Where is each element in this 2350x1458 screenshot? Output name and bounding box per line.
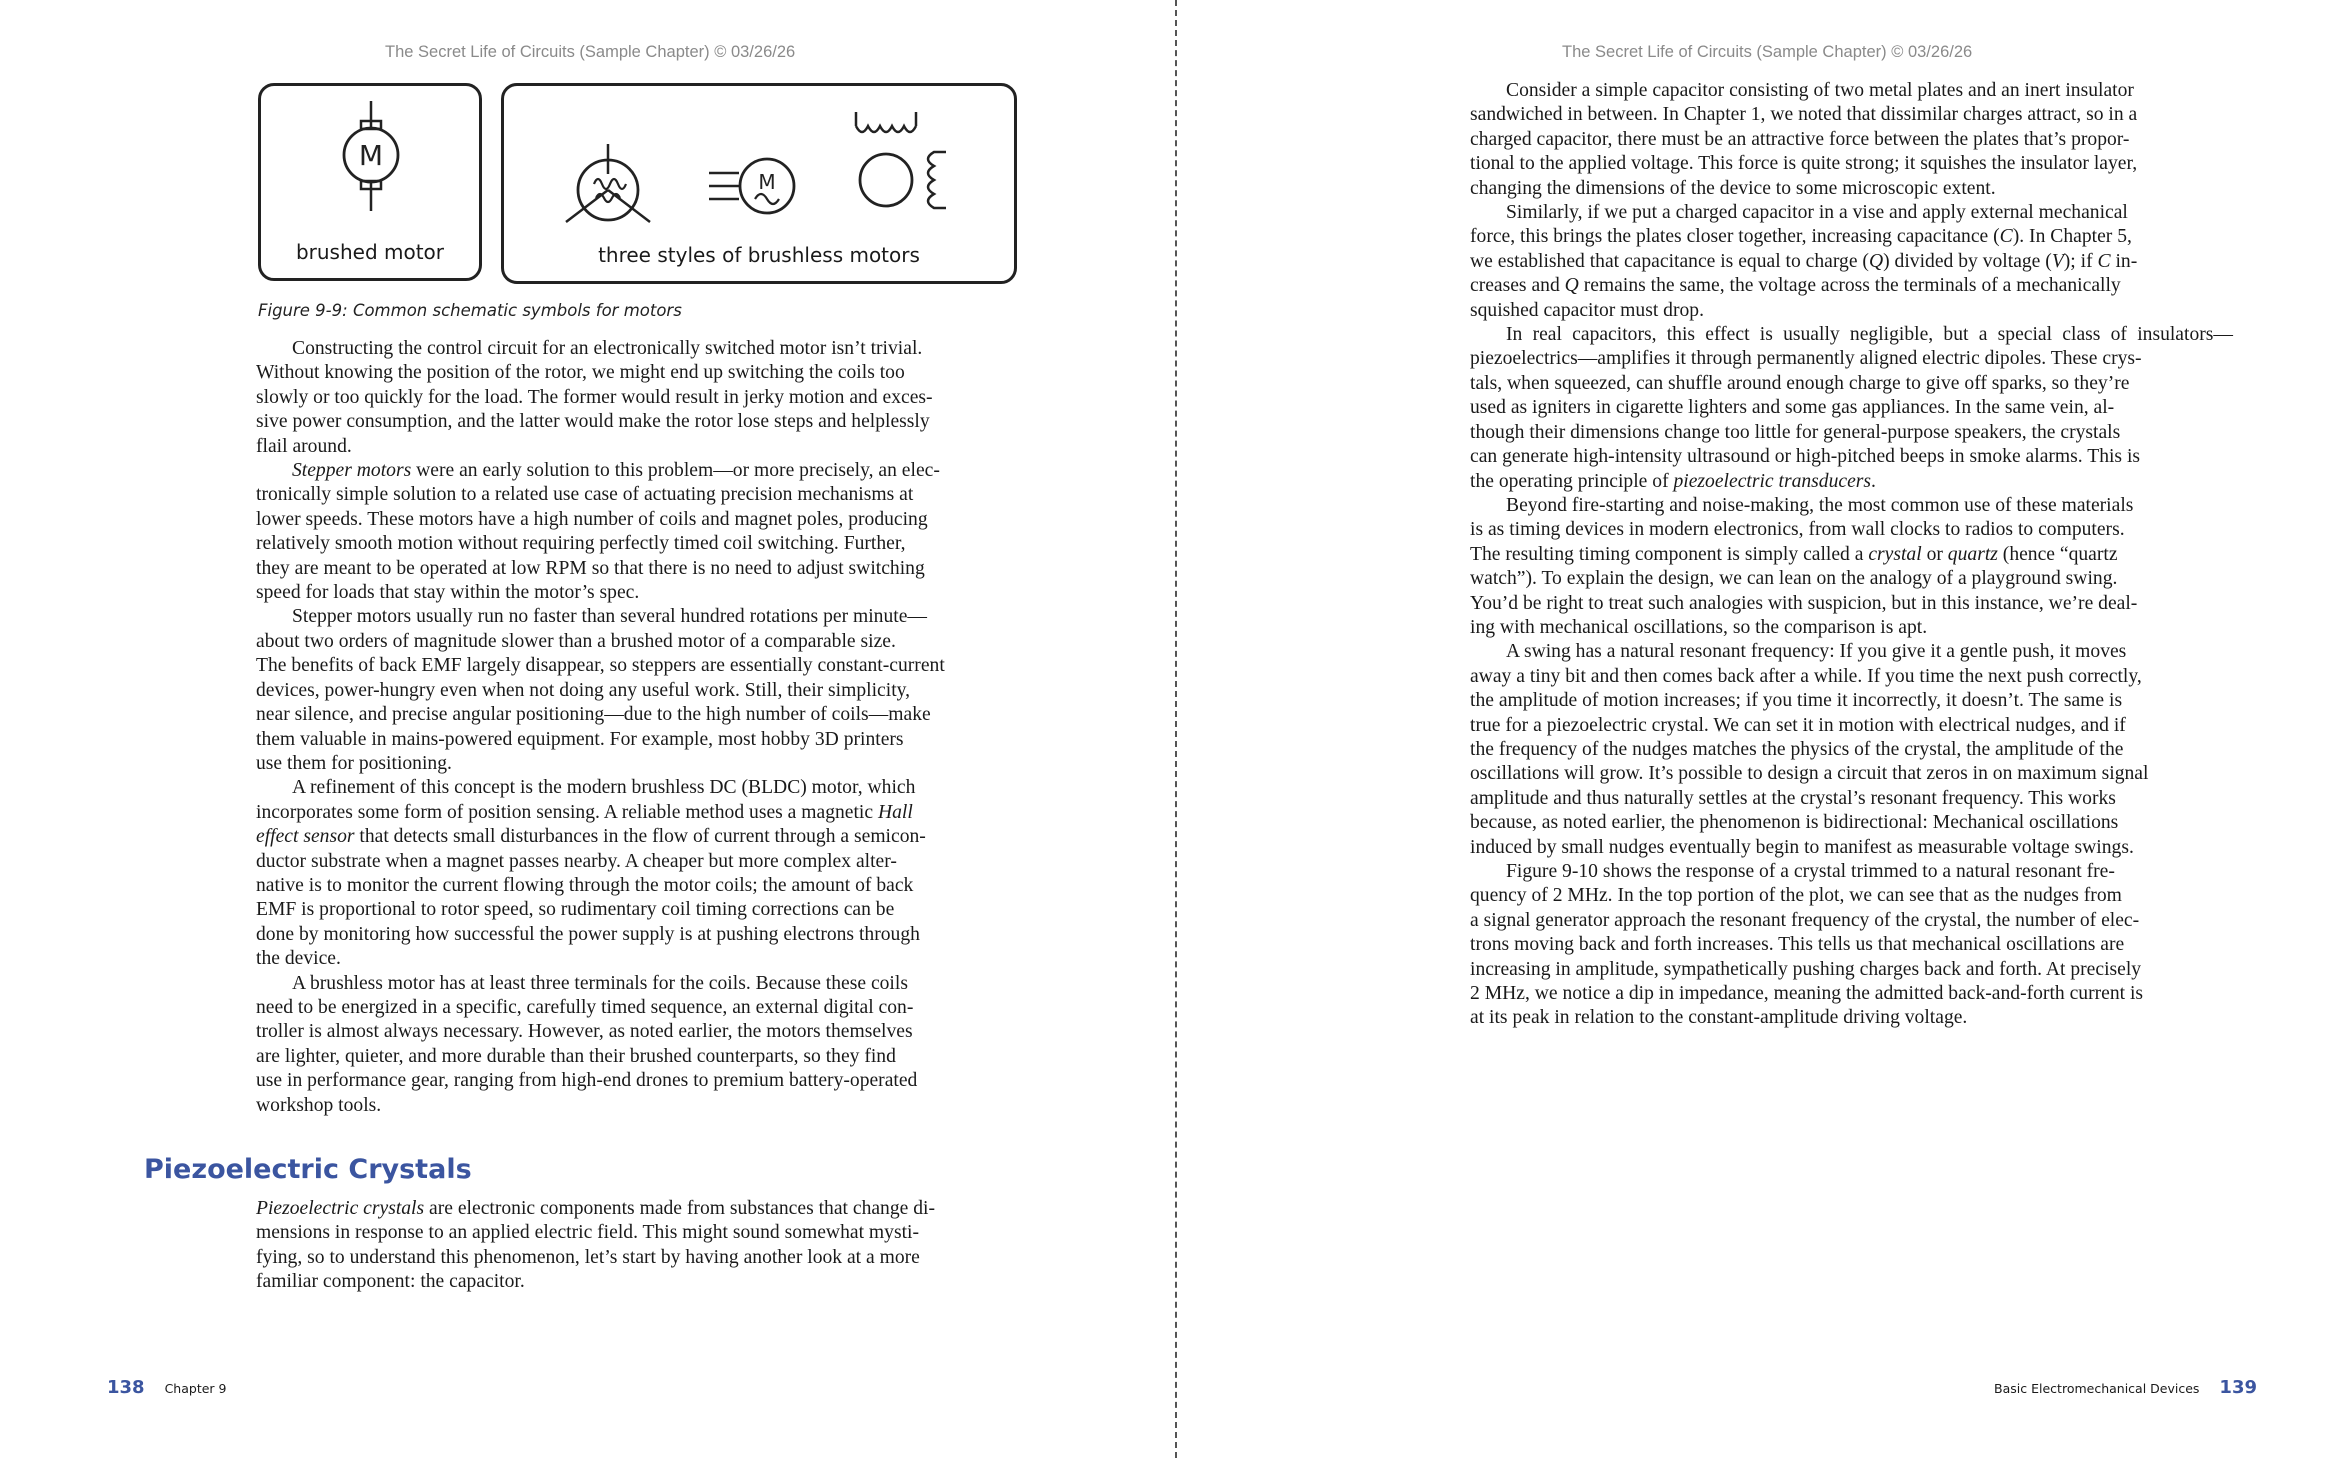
text-run: in- <box>2110 250 2138 272</box>
brushless-motor-sine-icon <box>709 151 799 221</box>
text-line: workshop tools. <box>256 1094 382 1116</box>
text-line: about two orders of magnitude slower than a brushed motor of a comparable size. <box>256 630 896 652</box>
italic-term: quartz <box>1947 543 1998 565</box>
text-line: the frequency of the nudges matches the physics of the crystal, the amplitude of the <box>1470 738 2124 760</box>
italic-term: piezoelectric transducers <box>1673 470 1872 492</box>
text-line: slowly or too quickly for the load. The former would result in jerky motion and exces- <box>256 386 933 408</box>
running-head: The Secret Life of Circuits (Sample Chapter) © 03/26/26 <box>385 43 796 61</box>
text-run: that detects small disturbances in the flow of current through a semicon- <box>354 826 926 848</box>
text-line: ing with mechanical oscillations, so the comparison is apt. <box>1470 616 1928 638</box>
text-line: used as igniters in cigarette lighters and some gas appliances. In the same vein, al- <box>1470 397 2115 419</box>
italic-term: Hall <box>877 801 913 823</box>
text-line: flail around. <box>256 435 352 457</box>
math-variable: C <box>2097 250 2111 272</box>
running-head: The Secret Life of Circuits (Sample Chapter) © 03/26/26 <box>1562 43 1973 61</box>
paragraph-1 <box>256 337 1030 459</box>
text-line: at its peak in relation to the constant-amplitude driving voltage. <box>1470 1007 1968 1029</box>
text-line <box>256 801 1030 825</box>
text-line: away a tiny bit and then comes back after a while. If you time the next push correctly, <box>1470 665 2142 687</box>
paragraph-3 <box>256 605 1030 776</box>
text-line: A brushless motor has at least three terminals for the coils. Because these coils <box>292 972 908 994</box>
text-line: the device. <box>256 948 341 970</box>
text-line: quency of 2 MHz. In the top portion of the plot, we can see that as the nudges from <box>1470 885 2122 907</box>
italic-term: effect sensor <box>256 826 355 848</box>
text-run: . <box>1871 470 1876 492</box>
text-run: remains the same, the voltage across the terminals of a mechanically <box>1578 275 2121 297</box>
paragraph-2 <box>256 459 1030 605</box>
section-paragraph <box>256 1197 1030 1295</box>
text-line: changing the dimensions of the device to some microscopic extent. <box>1470 177 1996 199</box>
text-line <box>1470 470 2233 494</box>
paragraph-5 <box>1470 640 2233 860</box>
text-line: induced by small nudges eventually begin to manifest as measurable voltage swings. <box>1470 836 2134 858</box>
text-line: Beyond fire-starting and noise-making, the most common use of these materials <box>1506 494 2134 516</box>
text-line: Without knowing the position of the rotor, we might end up switching the coils too <box>256 362 905 384</box>
paragraph-5 <box>256 972 1030 1118</box>
text-line: piezoelectrics—amplifies it through permanently aligned electric dipoles. These crys- <box>1470 348 2142 370</box>
paragraph-2 <box>1470 201 2233 323</box>
text-line: increasing in amplitude, sympathetically pushing charges back and forth. At precisely <box>1470 958 2142 980</box>
text-run: or <box>1921 543 1948 565</box>
text-line: a signal generator approach the resonant frequency of the crystal, the number of elec- <box>1470 909 2140 931</box>
text-run: ). In Chapter 5, <box>2012 226 2132 248</box>
text-run: The resulting timing component is simply called a <box>1470 543 1869 565</box>
text-run: incorporates some form of position sensing. A reliable method uses a magnetic <box>256 801 878 823</box>
paragraph-1 <box>1470 79 2233 201</box>
text-line: familiar component: the capacitor. <box>256 1271 525 1293</box>
text-line <box>1470 274 2233 298</box>
figure-caption: Figure 9-9: Common schematic symbols for motors <box>258 301 682 320</box>
section-heading: Piezoelectric Crystals <box>144 1154 472 1185</box>
text-line: is as timing devices in modern electronics, from wall clocks to radios to computers. <box>1470 519 2125 541</box>
text-line: Stepper motors usually run no faster than several hundred rotations per minute— <box>292 606 928 628</box>
text-line: Constructing the control circuit for an electronically switched motor isn’t trivial. <box>292 338 923 359</box>
text-line: Figure 9-10 shows the response of a crystal trimmed to a natural resonant fre- <box>1506 861 2115 882</box>
text-line: squished capacitor must drop. <box>1470 299 1704 321</box>
paragraph-4 <box>256 776 1030 971</box>
text-run: are electronic components made from substances that change di- <box>424 1198 936 1219</box>
brushed-motor-box <box>258 83 482 281</box>
text-line: native is to monitor the current flowing through the motor coils; the amount of back <box>256 874 914 896</box>
paragraph-3 <box>1470 323 2233 494</box>
left-body-text <box>256 337 1030 1118</box>
right-page <box>1177 0 2350 1458</box>
svg-text:M: M <box>758 170 776 194</box>
text-line: them valuable in mains-powered equipment. For example, most hobby 3D printers <box>256 728 904 750</box>
text-line <box>256 825 1030 849</box>
text-line: the amplitude of motion increases; if you time it incorrectly, it doesn’t. The same is <box>1470 690 2123 712</box>
text-line: done by monitoring how successful the power supply is at pushing electrons through <box>256 923 920 945</box>
text-line: You’d be right to treat such analogies with suspicion, but in this instance, we’re deal- <box>1470 592 2138 614</box>
text-line: can generate high-intensity ultrasound or high-pitched beeps in smoke alarms. This is <box>1470 446 2141 468</box>
text-line <box>256 459 1030 483</box>
text-line: they are meant to be operated at low RPM so that there is no need to adjust switching <box>256 557 925 579</box>
text-line: A refinement of this concept is the modern brushless DC (BLDC) motor, which <box>292 777 916 799</box>
paragraph-4 <box>1470 494 2233 640</box>
text-line: tals, when squeezed, can shuffle around enough charge to give off sparks, so they’re <box>1470 372 2130 394</box>
brushless-motors-box <box>501 83 1017 284</box>
text-line: amplitude and thus naturally settles at the crystal’s resonant frequency. This works <box>1470 787 2116 809</box>
text-line: ductor substrate when a magnet passes nearby. A cheaper but more complex alter- <box>256 850 897 872</box>
text-line: sandwiched in between. In Chapter 1, we noted that dissimilar charges attract, so in a <box>1470 104 2138 126</box>
text-line: A swing has a natural resonant frequency: If you give it a gentle push, it moves <box>1506 641 2127 663</box>
math-variable: V <box>2051 250 2064 272</box>
brushless-motors-label: three styles of brushless motors <box>598 243 920 267</box>
text-run: creases and <box>1470 275 1565 297</box>
text-line: charged capacitor, there must be an attractive force between the plates that’s propor- <box>1470 128 2130 150</box>
text-line: fying, so to understand this phenomenon, let’s start by having another look at a more <box>256 1246 920 1268</box>
chapter-title-label: Basic Electromechanical Devices <box>1994 1381 2200 1396</box>
brushed-motor-label: brushed motor <box>295 240 445 264</box>
section-body-text <box>256 1197 1030 1295</box>
text-line: In real capacitors, this effect is usually negligible, but a special class of insulators— <box>1506 324 2233 346</box>
text-line: true for a piezoelectric crystal. We can set it in motion with electrical nudges, and if <box>1470 714 2126 736</box>
text-line: oscillations will grow. It’s possible to design a circuit that zeros in on maximum signal <box>1470 763 2149 785</box>
page-footer <box>1994 1377 2257 1398</box>
text-line: lower speeds. These motors have a high number of coils and magnet poles, producing <box>256 508 928 530</box>
text-line: are lighter, quieter, and more durable than their brushed counterparts, so they find <box>256 1045 896 1067</box>
svg-text:M: M <box>358 139 384 172</box>
paragraph-6 <box>1470 860 2233 1031</box>
text-run: we established that capacitance is equal to charge ( <box>1470 250 1869 272</box>
text-line <box>1470 250 2233 274</box>
text-line: Similarly, if we put a charged capacitor in a vise and apply external mechanical <box>1506 202 2128 224</box>
text-line: speed for loads that stay within the motor’s spec. <box>256 582 640 604</box>
brushed-motor-symbol-icon <box>331 101 411 211</box>
text-line: EMF is proportional to rotor speed, so rudimentary coil timing corrections can be <box>256 899 895 921</box>
italic-term: Stepper motors <box>292 460 412 482</box>
text-line: near silence, and precise angular positioning—due to the high number of coils—make <box>256 704 931 726</box>
text-run: were an early solution to this problem—or more precisely, an elec- <box>411 460 940 482</box>
chapter-label: Chapter 9 <box>164 1381 227 1396</box>
text-line: mensions in response to an applied electric field. This might sound somewhat mysti- <box>256 1222 919 1244</box>
text-line: trons moving back and forth increases. This tells us that mechanical oscillations are <box>1470 934 2125 956</box>
math-variable: C <box>1999 226 2013 248</box>
italic-term: Piezoelectric crystals <box>256 1198 425 1219</box>
page-footer <box>107 1377 226 1398</box>
text-run: ); if <box>2063 250 2098 272</box>
text-line: use in performance gear, ranging from high-end drones to premium battery-operated <box>256 1070 918 1092</box>
italic-term: crystal <box>1868 543 1922 565</box>
text-line: watch”). To explain the design, we can lean on the analogy of a playground swing. <box>1470 568 2118 590</box>
text-line: devices, power-hungry even when not doing any useful work. Still, their simplicity, <box>256 679 911 701</box>
math-variable: Q <box>1564 275 1579 297</box>
brushless-motor-star-icon <box>558 144 658 234</box>
text-line <box>256 1197 1030 1221</box>
page-number: 139 <box>2219 1377 2257 1398</box>
text-line: troller is almost always necessary. However, as noted earlier, the motors themselves <box>256 1021 913 1043</box>
text-line: because, as noted earlier, the phenomenon is bidirectional: Mechanical oscillations <box>1470 812 2119 834</box>
text-line: relatively smooth motion without requiring perfectly timed coil switching. Further, <box>256 533 906 555</box>
text-run: ) divided by voltage ( <box>1883 250 2052 272</box>
text-run: (hence “quartz <box>1997 543 2118 565</box>
text-line: sive power consumption, and the latter would make the rotor lose steps and helplessly <box>256 411 930 433</box>
text-line: use them for positioning. <box>256 752 452 774</box>
math-variable: Q <box>1868 250 1884 272</box>
text-line: tronically simple solution to a related use case of actuating precision mechanisms at <box>256 484 914 506</box>
text-line: Consider a simple capacitor consisting of two metal plates and an inert insulator <box>1506 80 2134 101</box>
text-run: force, this brings the plates closer together, increasing capacitance ( <box>1470 226 2000 248</box>
text-line: need to be energized in a specific, carefully timed sequence, an external digital con- <box>256 996 914 1018</box>
brushless-motor-coils-icon <box>854 108 964 228</box>
text-line <box>1470 225 2233 249</box>
text-line: The benefits of back EMF largely disappear, so steppers are essentially constant-current <box>256 655 945 677</box>
page-number: 138 <box>107 1377 145 1398</box>
text-line: tional to the applied voltage. This force is quite strong; it squishes the insulator layer, <box>1470 153 2138 175</box>
right-body-text <box>1470 79 2233 1031</box>
text-line: though their dimensions change too little for general-purpose speakers, the crystals <box>1470 421 2121 443</box>
text-line <box>1470 543 2233 567</box>
figure-9-9 <box>258 80 1018 286</box>
text-run: the operating principle of <box>1470 470 1674 492</box>
text-line: 2 MHz, we notice a dip in impedance, meaning the admitted back-and-forth current is <box>1470 983 2144 1005</box>
